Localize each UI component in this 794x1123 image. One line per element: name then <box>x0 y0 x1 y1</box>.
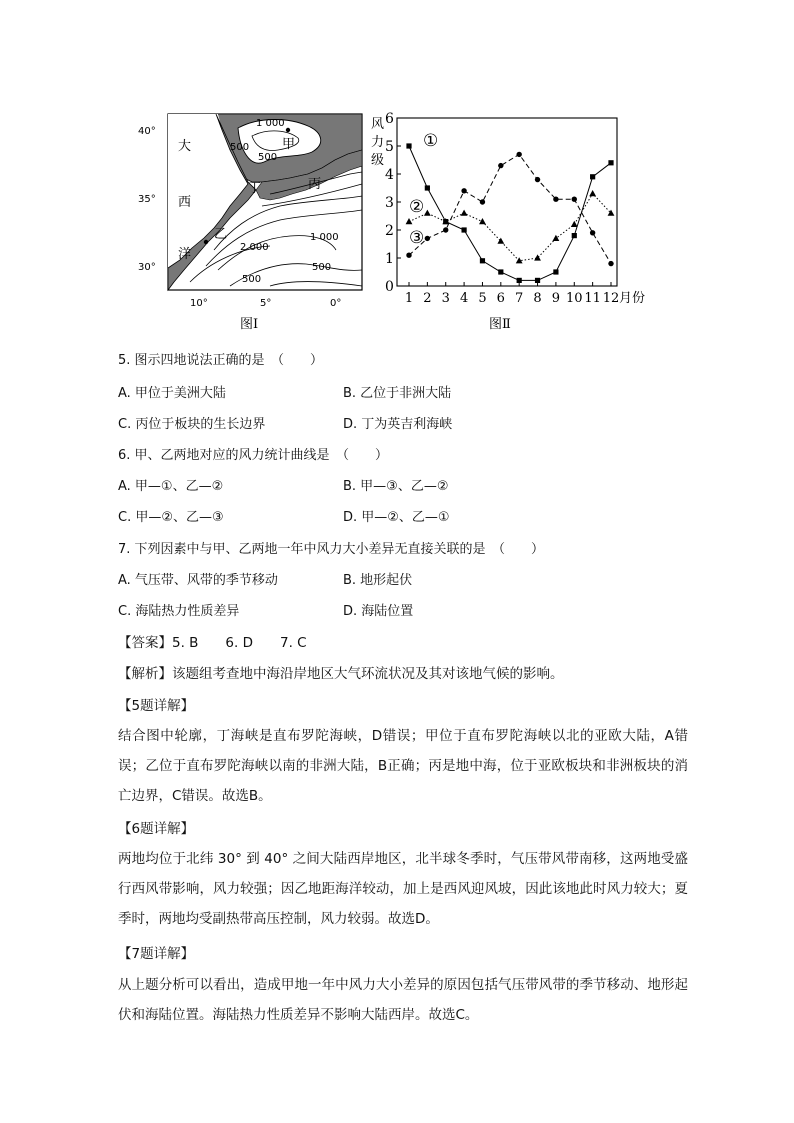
y-tick-label: 3 <box>385 195 394 211</box>
q5-option-a: A. 甲位于美洲大陆 <box>118 386 226 401</box>
series-line-2 <box>409 194 611 261</box>
y-tick-label: 4 <box>385 167 394 183</box>
data-point-square <box>535 278 540 283</box>
q7-option-d: D. 海陆位置 <box>343 604 414 619</box>
q5-option-c: C. 丙位于板块的生长边界 <box>118 417 266 432</box>
data-point-square <box>461 227 466 232</box>
series-marker-3: ③ <box>409 228 425 248</box>
data-point-circle <box>425 236 430 241</box>
data-point-triangle <box>406 218 413 224</box>
detail-6-heading: 【6题详解】 <box>118 821 195 837</box>
data-point-square <box>608 160 613 165</box>
data-point-triangle <box>424 210 431 216</box>
contour-label: 500 <box>230 142 250 153</box>
label-yi: 乙 <box>214 227 228 242</box>
q6-option-b: B. 甲—③、乙—② <box>343 479 449 494</box>
detail-6-text: 两地均位于北纬 30° 到 40° 之间大陆西岸地区，北半球冬季时，气压带风带南移，这两地受盛行西风带影响，风力较强；因乙地距海洋较动，加上是西风迎风坡，因此该地此时风力较大；夏季时，两地均受副热带高压控制，风力较弱。故选D。 <box>118 851 688 927</box>
series-marker-2: ② <box>409 197 425 217</box>
q6-option-c: C. 甲—②、乙—③ <box>118 510 224 525</box>
detail-7-text: 从上题分析可以看出，造成甲地一年中风力大小差异的原因包括气压带风带的季节移动、地形起伏和海陆位置。海陆热力性质差异不影响大陆西岸。故选C。 <box>118 977 688 1023</box>
data-point-triangle <box>553 235 560 241</box>
data-point-circle <box>535 177 540 182</box>
y-label-char: 级 <box>371 153 385 168</box>
detail-5-text: 结合图中轮廓，丁海峡是直布罗陀海峡，D错误；甲位于直布罗陀海峡以北的亚欧大陆，A错误；乙位于直布罗陀海峡以南的非洲大陆，B正确；丙是地中海，位于亚欧板块和非洲板块的消亡边界，C错误。故选B。 <box>118 728 688 804</box>
y-tick-label: 6 <box>385 111 394 127</box>
ocean-char-2: 西 <box>178 195 192 210</box>
contour-label: 2 000 <box>240 242 269 253</box>
data-point-square <box>553 269 558 274</box>
label-jia: 甲 <box>282 137 296 152</box>
q5-option-d: D. 丁为英吉利海峡 <box>343 417 453 432</box>
q7-option-b: B. 地形起伏 <box>343 573 413 588</box>
y-tick-label: 2 <box>385 223 394 239</box>
lat-label: 30° <box>138 262 156 273</box>
series-line-1 <box>409 146 611 280</box>
series-marker-1: ① <box>423 131 439 151</box>
data-point-circle <box>480 199 485 204</box>
q5-option-b: B. 乙位于非洲大陆 <box>343 386 452 401</box>
contour-label: 1 000 <box>310 232 339 243</box>
lat-label: 35° <box>138 194 156 205</box>
point-jia <box>286 128 290 132</box>
lat-label: 40° <box>138 126 156 137</box>
contour-label: 1 000 <box>256 118 285 129</box>
data-point-triangle <box>608 210 615 216</box>
detail-5-heading: 【5题详解】 <box>118 698 195 714</box>
data-point-triangle <box>589 190 596 196</box>
data-point-circle <box>443 227 448 232</box>
data-point-triangle <box>534 254 541 260</box>
x-tick-label: 11 <box>584 291 601 306</box>
y-tick-label: 1 <box>385 251 394 267</box>
data-point-circle <box>572 197 577 202</box>
ocean-char-1: 大 <box>178 139 192 154</box>
x-tick-label: 1 <box>404 291 414 306</box>
x-tick-label: 9 <box>551 291 561 306</box>
x-tick-label: 7 <box>515 291 524 306</box>
data-point-triangle <box>497 238 504 244</box>
data-point-triangle <box>479 218 486 224</box>
x-tick-label: 2 <box>423 291 432 306</box>
figure2-caption: 图Ⅱ <box>489 317 511 332</box>
data-point-circle <box>406 253 411 258</box>
analysis-line: 【解析】该题组考查地中海沿岸地区大气环流状况及其对该地气候的影响。 <box>118 666 564 682</box>
y-label-char: 力 <box>371 135 385 150</box>
data-point-circle <box>516 152 521 157</box>
data-point-square <box>480 258 485 263</box>
wind-force-chart <box>365 110 665 340</box>
data-point-circle <box>590 230 595 235</box>
x-tick-label: 3 <box>441 291 450 306</box>
data-point-square <box>406 143 411 148</box>
y-tick-label: 5 <box>385 139 394 155</box>
contour-label: 500 <box>242 274 262 285</box>
lon-label: 0° <box>330 298 342 309</box>
data-point-square <box>517 278 522 283</box>
data-point-square <box>498 269 503 274</box>
x-unit-label: 月份 <box>619 291 646 306</box>
x-tick-label: 6 <box>496 291 505 306</box>
detail-7-heading: 【7题详解】 <box>118 946 195 962</box>
point-yi <box>204 240 208 244</box>
data-point-circle <box>608 261 613 266</box>
contour-label: 500 <box>312 262 332 273</box>
q6-option-d: D. 甲—②、乙—① <box>343 510 450 525</box>
data-point-circle <box>498 163 503 168</box>
data-point-triangle <box>461 210 468 216</box>
ocean-char-3: 洋 <box>178 247 192 262</box>
contour-label: 500 <box>258 152 278 163</box>
data-point-circle <box>553 197 558 202</box>
x-tick-label: 10 <box>565 291 583 306</box>
x-tick-label: 8 <box>533 291 542 306</box>
data-point-triangle <box>571 221 578 227</box>
q6-option-a: A. 甲—①、乙—② <box>118 479 224 494</box>
answer-line: 【答案】5. B 6. D 7. C <box>118 635 307 651</box>
x-tick-label: 12 <box>602 291 620 306</box>
question-5-stem: 5. 图示四地说法正确的是 （ ） <box>118 353 324 368</box>
q7-option-a: A. 气压带、风带的季节移动 <box>118 573 278 588</box>
q7-option-c: C. 海陆热力性质差异 <box>118 604 240 619</box>
data-point-square <box>590 174 595 179</box>
x-tick-label: 5 <box>478 291 487 306</box>
lon-label: 5° <box>260 298 272 309</box>
label-bing: 丙 <box>308 177 322 192</box>
question-7-stem: 7. 下列因素中与甲、乙两地一年中风力大小差异无直接关联的是 （ ） <box>118 542 545 557</box>
question-6-stem: 6. 甲、乙两地对应的风力统计曲线是 （ ） <box>118 448 389 463</box>
x-tick-label: 4 <box>459 291 469 306</box>
label-ding: 丁 <box>248 181 262 196</box>
lon-label: 10° <box>190 298 208 309</box>
data-point-square <box>425 185 430 190</box>
data-point-square <box>572 233 577 238</box>
map-figure <box>130 110 370 340</box>
y-label-char: 风 <box>371 117 385 132</box>
figure1-caption: 图Ⅰ <box>240 317 259 332</box>
y-tick-label: 0 <box>385 279 394 295</box>
data-point-circle <box>461 188 466 193</box>
